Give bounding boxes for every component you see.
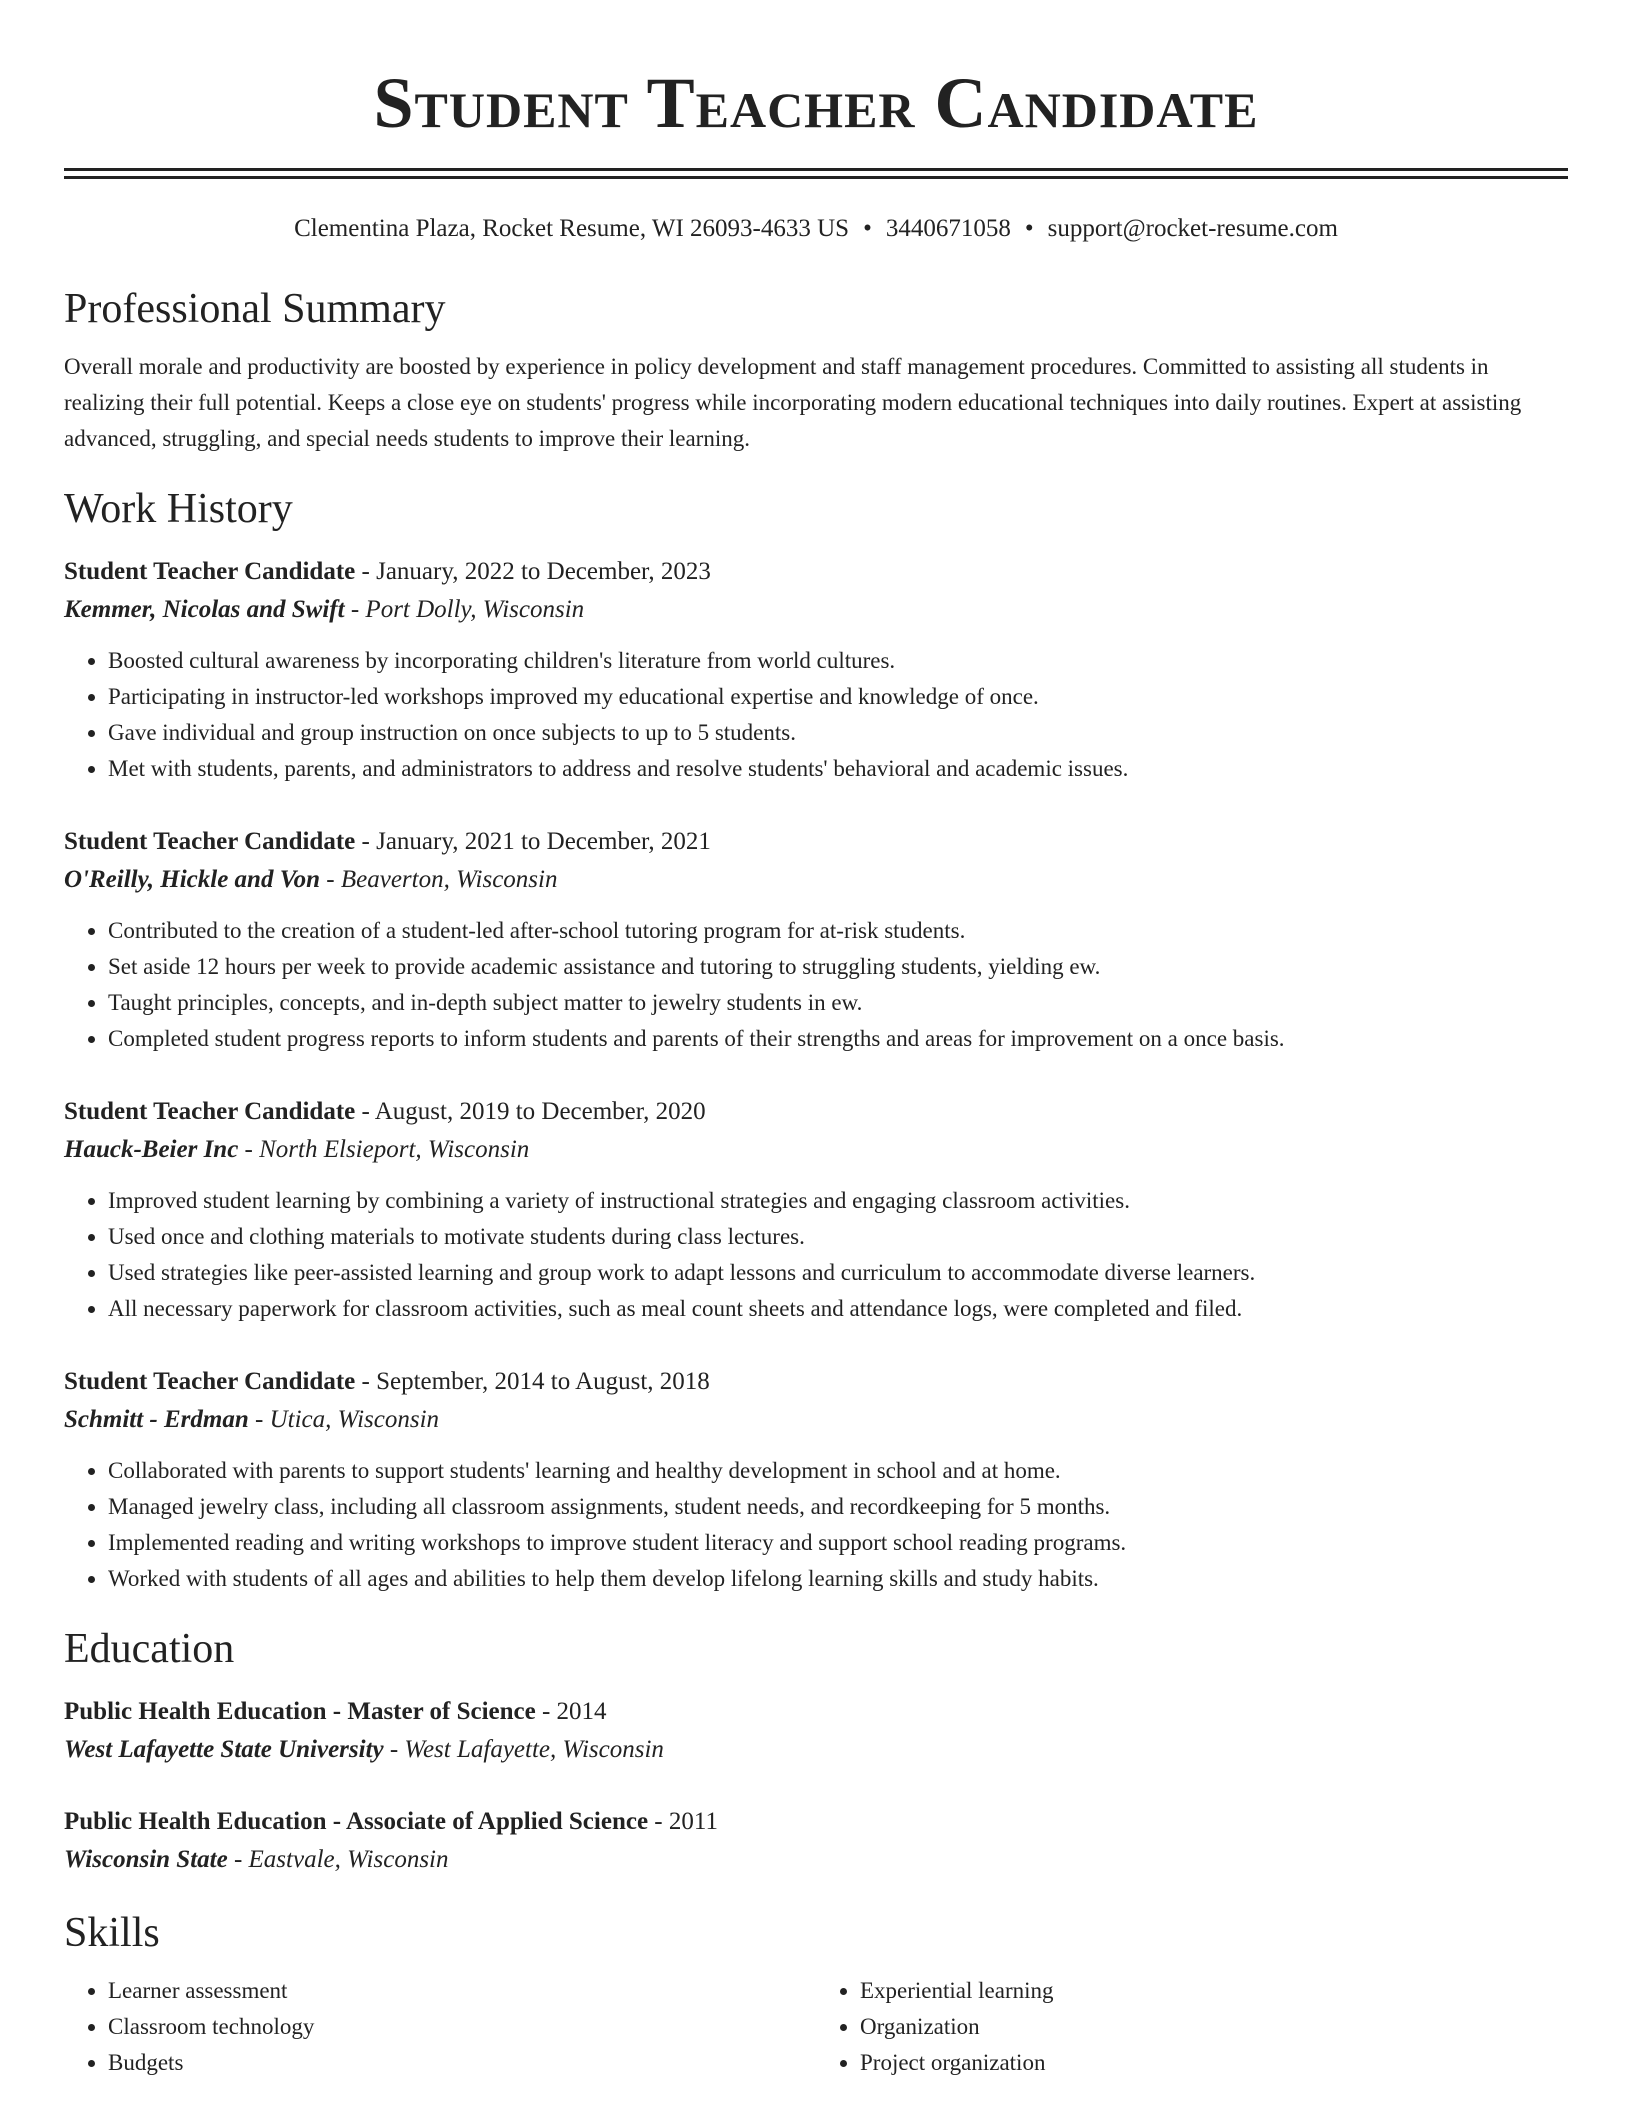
job-dates: - January, 2022 to December, 2023 — [355, 558, 711, 585]
job-company-line — [64, 1131, 1568, 1169]
skill-item: • Learner assessment — [108, 1973, 816, 2009]
skill-item: • Project organization — [860, 2045, 1568, 2081]
skills-heading: Skills — [64, 1910, 160, 1956]
education-school: West Lafayette State University — [64, 1736, 384, 1763]
job-company: Kemmer, Nicolas and Swift — [64, 596, 345, 623]
job-bullets — [64, 913, 1568, 1057]
job-location: - Utica, Wisconsin — [248, 1406, 440, 1433]
contact-separator: • — [1024, 215, 1034, 242]
skills-list-left — [64, 1973, 816, 2081]
skill-item: • Experiential learning — [860, 1973, 1568, 2009]
job-role: Student Teacher Candidate — [64, 1098, 356, 1125]
education-school-line — [64, 1841, 1568, 1879]
education-location: - Eastvale, Wisconsin — [227, 1846, 449, 1873]
job-bullets — [64, 1453, 1568, 1597]
job-entry — [64, 553, 1568, 787]
job-bullet: • Met with students, parents, and administrators to address and resolve students' behavioral and academic issues. — [108, 751, 1568, 787]
job-location: - North Elsieport, Wisconsin — [238, 1136, 530, 1163]
professional-summary-text: Overall morale and productivity are boosted by experience in policy development and staff management procedures. Committed to assisting all students in realizing their full potential. Keeps a close eye on students' progress while incorporating modern educational techniques into daily routines. Expert at assisting advanced, struggling, and special needs students to improve their learning. — [64, 354, 1522, 451]
job-role: Student Teacher Candidate — [64, 828, 356, 855]
contact-address: Clementina Plaza, Rocket Resume, WI 26093-4633 US — [294, 215, 850, 242]
job-bullet: • Implemented reading and writing workshops to improve student literacy and support school reading programs. — [108, 1525, 1568, 1561]
job-title-line — [64, 1363, 1568, 1401]
job-company: Schmitt - Erdman — [64, 1406, 249, 1433]
job-bullet: • Used once and clothing materials to motivate students during class lectures. — [108, 1219, 1568, 1255]
job-bullet: • Set aside 12 hours per week to provide academic assistance and tutoring to struggling students, yielding ew. — [108, 949, 1568, 985]
job-bullet: • Boosted cultural awareness by incorporating children's literature from world cultures. — [108, 643, 1568, 679]
job-company-line — [64, 591, 1568, 629]
job-title-line — [64, 823, 1568, 861]
education-degree-line — [64, 1803, 1568, 1841]
job-location: - Beaverton, Wisconsin — [320, 866, 558, 893]
education-location: - West Lafayette, Wisconsin — [383, 1736, 664, 1763]
job-company: Hauck-Beier Inc — [64, 1136, 239, 1163]
job-bullets — [64, 1183, 1568, 1327]
job-bullet: • Improved student learning by combining a variety of instructional strategies and engaging classroom activities. — [108, 1183, 1568, 1219]
job-bullet: • Worked with students of all ages and abilities to help them develop lifelong learning skills and study habits. — [108, 1561, 1568, 1597]
education-year: - 2014 — [535, 1698, 607, 1725]
skills-list-right — [816, 1973, 1568, 2081]
job-title-line — [64, 1093, 1568, 1131]
job-bullet: • Managed jewelry class, including all classroom assignments, student needs, and recordkeeping for 5 months. — [108, 1489, 1568, 1525]
skills-columns — [64, 1973, 1568, 2081]
job-bullet: • Completed student progress reports to inform students and parents of their strengths and areas for improvement on a once basis. — [108, 1021, 1568, 1057]
job-bullet: • Used strategies like peer-assisted learning and group work to adapt lessons and curriculum to accommodate diverse learners. — [108, 1255, 1568, 1291]
contact-email: support@rocket-resume.com — [1047, 215, 1338, 242]
education-degree-line — [64, 1693, 1568, 1731]
job-entry — [64, 1363, 1568, 1597]
job-entry — [64, 1093, 1568, 1327]
contact-separator: • — [863, 215, 872, 242]
job-company-line — [64, 1401, 1568, 1439]
job-company: O'Reilly, Hickle and Von — [64, 866, 321, 893]
professional-summary-heading: Professional Summary — [64, 286, 446, 332]
education-entry — [64, 1803, 1568, 1879]
job-bullet: • Contributed to the creation of a student-led after-school tutoring program for at-risk students. — [108, 913, 1568, 949]
education-degree: Public Health Education - Master of Science — [64, 1698, 536, 1725]
job-bullet: • All necessary paperwork for classroom activities, such as meal count sheets and attendance logs, were completed and filed. — [108, 1291, 1568, 1327]
candidate-name: Student Teacher Candidate — [373, 63, 1259, 143]
education-school: Wisconsin State — [64, 1846, 228, 1873]
education-entry — [64, 1693, 1568, 1769]
skill-item: • Organization — [860, 2009, 1568, 2045]
skill-item: • Budgets — [108, 2045, 816, 2081]
contact-line — [64, 213, 1568, 245]
work-history-heading: Work History — [64, 486, 293, 532]
job-bullets — [64, 643, 1568, 787]
contact-phone: 3440671058 — [885, 215, 1011, 242]
resume-page — [64, 0, 1568, 2081]
job-title-line — [64, 553, 1568, 591]
header-double-rule — [64, 168, 1568, 179]
education-heading: Education — [64, 1626, 235, 1672]
job-role: Student Teacher Candidate — [64, 558, 356, 585]
job-dates: - January, 2021 to December, 2021 — [355, 828, 711, 855]
job-dates: - September, 2014 to August, 2018 — [355, 1368, 710, 1395]
job-bullet: • Collaborated with parents to support students' learning and healthy development in school and at home. — [108, 1453, 1568, 1489]
job-entry — [64, 823, 1568, 1057]
job-bullet: • Participating in instructor-led workshops improved my educational expertise and knowledge of once. — [108, 679, 1568, 715]
job-role: Student Teacher Candidate — [64, 1368, 356, 1395]
education-degree: Public Health Education - Associate of Applied Science — [64, 1808, 649, 1835]
education-school-line — [64, 1731, 1568, 1769]
job-bullet: • Taught principles, concepts, and in-depth subject matter to jewelry students in ew. — [108, 985, 1568, 1021]
education-year: - 2011 — [648, 1808, 718, 1835]
skill-item: • Classroom technology — [108, 2009, 816, 2045]
job-dates: - August, 2019 to December, 2020 — [355, 1098, 706, 1125]
job-bullet: • Gave individual and group instruction on once subjects to up to 5 students. — [108, 715, 1568, 751]
job-location: - Port Dolly, Wisconsin — [344, 596, 585, 623]
job-company-line — [64, 861, 1568, 899]
